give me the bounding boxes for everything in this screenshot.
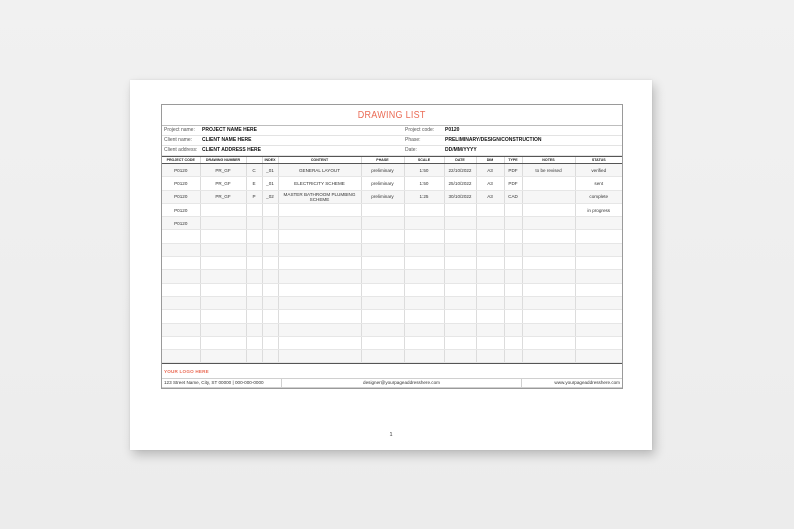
table-cell xyxy=(361,270,404,283)
date-label: Date: xyxy=(403,146,443,156)
table-cell xyxy=(162,270,200,283)
table-cell xyxy=(404,270,444,283)
table-cell xyxy=(504,217,522,230)
table-cell xyxy=(162,336,200,349)
table-cell xyxy=(476,283,504,296)
table-cell xyxy=(504,310,522,323)
table-cell: E xyxy=(246,177,262,190)
column-header: INDEX xyxy=(262,157,278,164)
table-cell: in progress xyxy=(575,203,622,216)
table-cell: CAD xyxy=(504,190,522,203)
footer xyxy=(162,378,622,388)
table-cell xyxy=(504,336,522,349)
table-cell xyxy=(361,230,404,243)
table-cell xyxy=(246,203,262,216)
table-cell xyxy=(200,296,246,309)
table-cell xyxy=(575,243,622,256)
table-cell xyxy=(361,257,404,270)
table-cell xyxy=(262,336,278,349)
client-address-value: CLIENT ADDRESS HERE xyxy=(200,146,403,156)
table-cell: 1:25 xyxy=(404,190,444,203)
table-cell xyxy=(444,257,476,270)
table-cell xyxy=(522,270,575,283)
table-row xyxy=(162,177,622,190)
table-cell: 25/10/2022 xyxy=(444,177,476,190)
table-cell xyxy=(504,257,522,270)
table-cell xyxy=(162,257,200,270)
table-cell xyxy=(444,243,476,256)
table-cell xyxy=(278,217,361,230)
table-cell xyxy=(278,257,361,270)
table-cell xyxy=(278,243,361,256)
table-cell xyxy=(404,243,444,256)
table-header-row xyxy=(162,157,622,164)
table-cell xyxy=(200,257,246,270)
column-header: STATUS xyxy=(575,157,622,164)
footer-website[interactable]: www.yourpageaddresshere.com xyxy=(554,380,620,386)
table-cell xyxy=(404,230,444,243)
column-header: TYPE xyxy=(504,157,522,164)
column-header: PROJECT CODE xyxy=(162,157,200,164)
table-cell: PR_GF xyxy=(200,190,246,203)
column-header: SCALE xyxy=(404,157,444,164)
table-cell xyxy=(575,283,622,296)
table-cell: C xyxy=(246,164,262,177)
table-cell xyxy=(278,270,361,283)
table-cell: A3 xyxy=(476,177,504,190)
drawing-table xyxy=(162,156,622,363)
table-cell xyxy=(262,243,278,256)
table-cell: verified xyxy=(575,164,622,177)
table-row xyxy=(162,270,622,283)
table-cell xyxy=(246,296,262,309)
table-cell xyxy=(404,257,444,270)
document-sheet xyxy=(130,80,652,450)
table-cell xyxy=(262,257,278,270)
table-cell xyxy=(522,283,575,296)
table-cell xyxy=(361,203,404,216)
table-cell xyxy=(361,283,404,296)
table-cell xyxy=(246,217,262,230)
table-cell xyxy=(262,296,278,309)
table-cell xyxy=(476,323,504,336)
table-cell xyxy=(522,336,575,349)
table-cell xyxy=(522,310,575,323)
table-row xyxy=(162,190,622,203)
footer-address: 123 Street Name, City, ST 00000 | 000-000-0000 xyxy=(162,379,282,387)
table-row xyxy=(162,217,622,230)
table-row xyxy=(162,257,622,270)
table-cell xyxy=(522,177,575,190)
logo-placeholder: YOUR LOGO HERE xyxy=(164,368,209,374)
table-cell xyxy=(200,350,246,363)
table-cell xyxy=(404,323,444,336)
table-cell: preliminary xyxy=(361,190,404,203)
table-cell: P0120 xyxy=(162,190,200,203)
table-cell xyxy=(200,230,246,243)
table-cell xyxy=(246,283,262,296)
table-row xyxy=(162,310,622,323)
table-cell xyxy=(575,217,622,230)
table-cell xyxy=(200,323,246,336)
table-cell xyxy=(504,283,522,296)
table-cell xyxy=(361,217,404,230)
table-cell: P0120 xyxy=(162,177,200,190)
table-cell xyxy=(504,323,522,336)
table-cell: _01 xyxy=(262,164,278,177)
table-cell xyxy=(522,243,575,256)
table-cell xyxy=(444,203,476,216)
table-cell xyxy=(200,217,246,230)
table-cell: 1:50 xyxy=(404,164,444,177)
column-header: PHASE xyxy=(361,157,404,164)
table-cell xyxy=(162,230,200,243)
table-row xyxy=(162,164,622,177)
table-row xyxy=(162,283,622,296)
title-row xyxy=(162,105,622,126)
table-cell xyxy=(278,230,361,243)
project-name-label: Project name: xyxy=(162,126,200,136)
table-cell xyxy=(361,310,404,323)
table-cell xyxy=(162,323,200,336)
table-cell xyxy=(262,230,278,243)
table-cell xyxy=(504,243,522,256)
table-cell xyxy=(162,296,200,309)
table-cell: sent xyxy=(575,177,622,190)
table-cell xyxy=(262,350,278,363)
table-cell xyxy=(278,336,361,349)
table-cell xyxy=(246,230,262,243)
table-row xyxy=(162,296,622,309)
table-cell xyxy=(200,243,246,256)
table-cell xyxy=(476,350,504,363)
table-cell xyxy=(575,336,622,349)
column-header: DATE xyxy=(444,157,476,164)
table-cell xyxy=(444,296,476,309)
table-cell: PDF xyxy=(504,177,522,190)
table-cell xyxy=(404,310,444,323)
table-cell xyxy=(522,230,575,243)
table-cell xyxy=(575,323,622,336)
table-cell xyxy=(278,310,361,323)
table-cell: GENERAL LAYOUT xyxy=(278,164,361,177)
table-cell: P0120 xyxy=(162,217,200,230)
table-cell xyxy=(476,217,504,230)
client-name-label: Client name: xyxy=(162,136,200,146)
table-cell xyxy=(444,323,476,336)
table-cell xyxy=(246,257,262,270)
table-cell xyxy=(522,350,575,363)
table-cell: 1:50 xyxy=(404,177,444,190)
table-cell xyxy=(575,230,622,243)
table-cell xyxy=(278,296,361,309)
table-cell xyxy=(444,270,476,283)
table-cell xyxy=(522,217,575,230)
table-cell: A3 xyxy=(476,190,504,203)
table-cell xyxy=(162,350,200,363)
table-cell: complete xyxy=(575,190,622,203)
table-cell: P0120 xyxy=(162,164,200,177)
project-info xyxy=(162,126,622,156)
table-cell xyxy=(476,243,504,256)
project-name-value: PROJECT NAME HERE xyxy=(200,126,403,136)
column-header xyxy=(246,157,262,164)
table-cell xyxy=(404,336,444,349)
table-cell xyxy=(476,257,504,270)
table-cell xyxy=(504,350,522,363)
table-cell xyxy=(575,257,622,270)
table-cell xyxy=(522,203,575,216)
table-cell: PR_GF xyxy=(200,177,246,190)
table-cell xyxy=(200,203,246,216)
table-cell xyxy=(361,243,404,256)
project-code-value: P0120 xyxy=(443,126,622,136)
table-cell xyxy=(361,336,404,349)
table-cell xyxy=(404,283,444,296)
table-cell xyxy=(444,336,476,349)
table-cell: _02 xyxy=(262,190,278,203)
logo-row xyxy=(162,363,622,378)
table-cell xyxy=(278,203,361,216)
table-cell xyxy=(246,350,262,363)
table-cell: 30/10/2022 xyxy=(444,190,476,203)
table-row xyxy=(162,350,622,363)
date-value: DD/MM/YYYY xyxy=(443,146,622,156)
table-cell xyxy=(246,323,262,336)
table-row xyxy=(162,323,622,336)
table-cell xyxy=(476,336,504,349)
table-cell xyxy=(575,296,622,309)
table-cell xyxy=(404,350,444,363)
table-cell: preliminary xyxy=(361,164,404,177)
table-cell xyxy=(200,283,246,296)
table-cell xyxy=(522,296,575,309)
table-cell xyxy=(262,310,278,323)
drawing-list-document xyxy=(161,104,623,389)
table-row xyxy=(162,230,622,243)
table-cell xyxy=(504,270,522,283)
table-cell xyxy=(361,323,404,336)
table-cell xyxy=(575,310,622,323)
table-cell xyxy=(262,203,278,216)
table-cell: preliminary xyxy=(361,177,404,190)
project-code-label: Project code: xyxy=(403,126,443,136)
table-cell xyxy=(476,310,504,323)
table-row xyxy=(162,336,622,349)
table-cell xyxy=(246,243,262,256)
table-cell xyxy=(504,230,522,243)
column-header: DRAWING NUMBER xyxy=(200,157,246,164)
table-cell xyxy=(476,296,504,309)
table-cell xyxy=(262,270,278,283)
table-cell xyxy=(476,270,504,283)
table-row xyxy=(162,203,622,216)
table-cell xyxy=(262,323,278,336)
column-header: CONTENT xyxy=(278,157,361,164)
table-cell xyxy=(200,336,246,349)
client-address-label: Client address: xyxy=(162,146,200,156)
table-cell xyxy=(404,203,444,216)
column-header: NOTES xyxy=(522,157,575,164)
table-cell xyxy=(361,350,404,363)
table-cell: 22/10/2022 xyxy=(444,164,476,177)
table-cell: A3 xyxy=(476,164,504,177)
table-cell xyxy=(262,283,278,296)
table-cell xyxy=(162,283,200,296)
table-cell xyxy=(262,217,278,230)
client-name-value: CLIENT NAME HERE xyxy=(200,136,403,146)
table-cell xyxy=(200,310,246,323)
table-cell xyxy=(575,270,622,283)
table-row xyxy=(162,243,622,256)
table-cell xyxy=(162,310,200,323)
table-cell: PDF xyxy=(504,164,522,177)
table-cell xyxy=(361,296,404,309)
table-cell xyxy=(278,283,361,296)
page-number: 1 xyxy=(389,432,393,438)
footer-email[interactable]: designer@yourpageaddresshere.com xyxy=(282,379,522,387)
table-cell xyxy=(504,296,522,309)
table-cell xyxy=(444,230,476,243)
table-cell xyxy=(246,310,262,323)
table-cell xyxy=(522,190,575,203)
table-cell: P xyxy=(246,190,262,203)
table-cell xyxy=(278,323,361,336)
table-cell xyxy=(200,270,246,283)
table-cell xyxy=(504,203,522,216)
table-cell xyxy=(246,336,262,349)
table-cell xyxy=(444,350,476,363)
table-cell xyxy=(476,203,504,216)
table-cell: _01 xyxy=(262,177,278,190)
table-cell xyxy=(522,257,575,270)
table-cell xyxy=(404,296,444,309)
table-cell xyxy=(404,217,444,230)
table-cell: PR_GF xyxy=(200,164,246,177)
table-cell xyxy=(246,270,262,283)
table-cell xyxy=(575,350,622,363)
table-cell xyxy=(444,283,476,296)
column-header: DIM xyxy=(476,157,504,164)
table-cell xyxy=(522,323,575,336)
table-cell xyxy=(444,217,476,230)
table-cell xyxy=(162,243,200,256)
table-cell: to be revised xyxy=(522,164,575,177)
phase-value: PRELIMINARY/DESIGN/CONSTRUCTION xyxy=(443,136,622,146)
table-cell xyxy=(476,230,504,243)
table-cell: ELECTRICITY SCHEME xyxy=(278,177,361,190)
phase-label: Phase: xyxy=(403,136,443,146)
table-cell xyxy=(444,310,476,323)
table-cell: P0120 xyxy=(162,203,200,216)
table-cell: MASTER BATHROOM PLUMBING SCHEME xyxy=(278,190,361,203)
table-cell xyxy=(278,350,361,363)
page-title: DRAWING LIST xyxy=(358,109,426,121)
